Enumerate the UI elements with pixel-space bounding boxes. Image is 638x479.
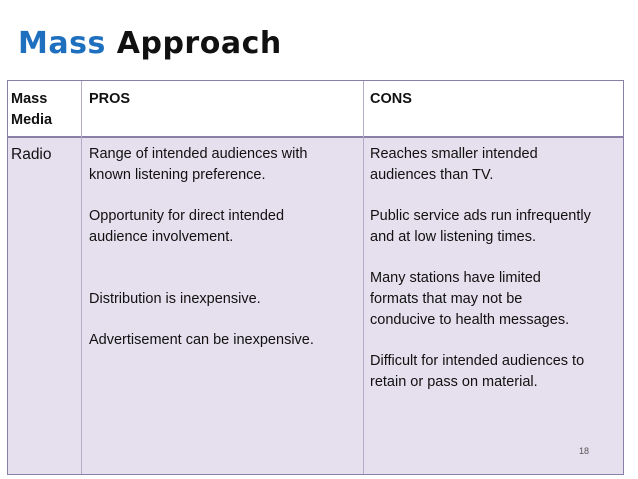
pros-line: Distribution is inexpensive. [89, 291, 261, 307]
table-header-row [8, 81, 623, 138]
cons-line: and at low listening times. [370, 229, 537, 245]
slide-title [18, 26, 282, 61]
header-line: Mass [11, 91, 48, 107]
pros-line: Opportunity for direct intended [89, 208, 285, 224]
cons-line: audiences than TV. [370, 167, 494, 183]
column-divider [363, 81, 364, 474]
pros-line: Advertisement can be inexpensive. [89, 332, 314, 348]
pros-line: known listening preference. [89, 167, 266, 183]
title-word-approach: Approach [116, 26, 282, 61]
column-divider [81, 81, 82, 474]
cons-line: Many stations have limited [370, 270, 541, 286]
cons-line: Reaches smaller intended [370, 146, 538, 162]
title-word-mass: Mass [18, 26, 106, 61]
header-line: Media [11, 112, 53, 128]
pros-line: Range of intended audiences with [89, 146, 308, 162]
pros-cell [89, 144, 357, 351]
pros-line: audience involvement. [89, 229, 234, 245]
header-mass-media [11, 89, 79, 131]
cons-line: Difficult for intended audiences to [370, 353, 585, 369]
cons-cell [370, 144, 620, 393]
header-pros: PROS [89, 91, 131, 107]
header-cons: CONS [370, 91, 412, 107]
medium-radio: Radio [11, 146, 52, 163]
cons-line: conducive to health messages. [370, 312, 570, 328]
table-row [8, 138, 623, 474]
comparison-table [7, 80, 624, 475]
cons-line: retain or pass on material. [370, 374, 538, 390]
cons-line: formats that may not be [370, 291, 523, 307]
cons-line: Public service ads run infrequently [370, 208, 591, 224]
slide-number: 18 [578, 446, 589, 456]
